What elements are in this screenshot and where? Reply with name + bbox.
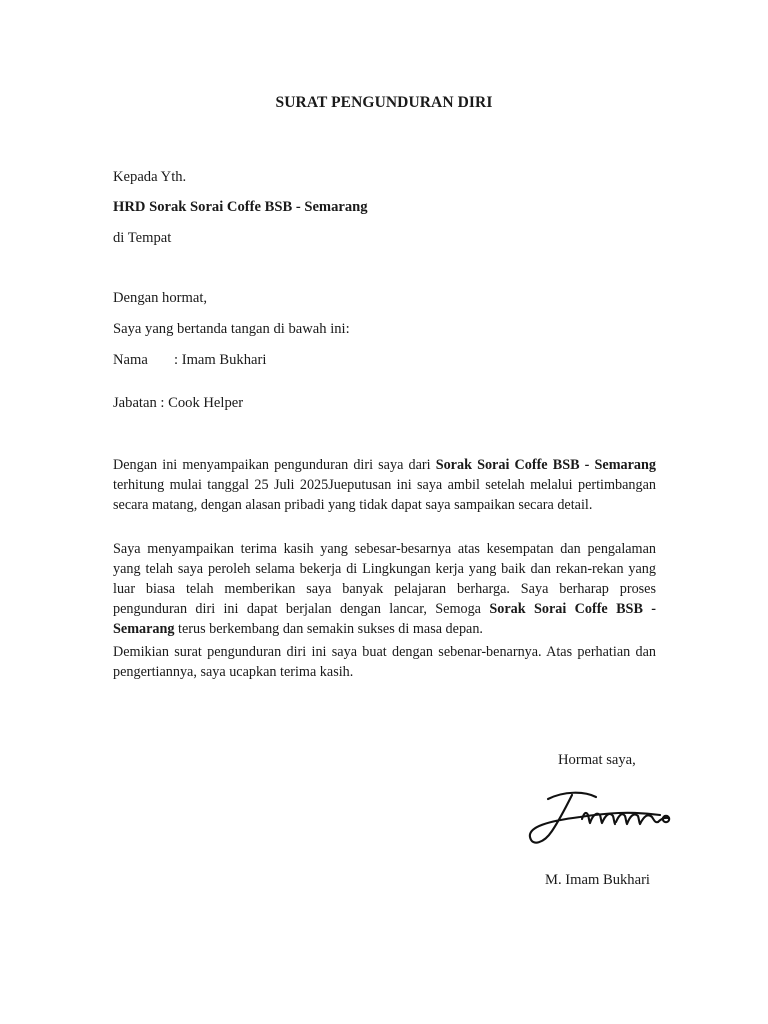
paragraph-thanks-text-2: terus berkembang dan semakin sukses di masa depan. bbox=[174, 621, 483, 637]
paragraph-thanks-company: Sorak Sorai Coffe BSB - Semarang bbox=[113, 601, 656, 637]
paragraph-closing: Demikian surat pengunduran diri ini saya buat dengan sebenar-benarnya. Atas perhatian dan pengertiannya, saya ucapkan terima kasih. bbox=[113, 644, 656, 680]
paragraph-thanks-text-1: Saya menyampaikan terima kasih yang sebesar-besarnya atas kesempatan dan pengalaman yang telah saya peroleh selama bekerja di Lingkungan kerja yang baik dan rekan-rekan yang luar biasa telah memberikan saya banyak pelajaran berharga. Saya berharap proses pengunduran diri ini dapat berjalan dengan lancar, Semoga bbox=[113, 541, 656, 617]
paragraph-resignation-text-1: Dengan ini menyampaikan pengunduran diri saya dari bbox=[113, 457, 436, 473]
paragraph-resignation-text-2: terhitung mulai tanggal 25 Juli 2025Jueputusan ini saya ambil setelah melalui pertimbangan secara matang, dengan alasan pribadi yang tidak dapat saya sampaikan secara detail. bbox=[113, 477, 656, 513]
name-value: : Imam Bukhari bbox=[174, 352, 267, 368]
name-label: Nama bbox=[113, 352, 148, 368]
recipient-place: di Tempat bbox=[113, 230, 172, 246]
letter-title: SURAT PENGUNDURAN DIRI bbox=[275, 94, 493, 111]
closing-salutation: Hormat saya, bbox=[558, 752, 636, 768]
intro-line: Saya yang bertanda tangan di bawah ini: bbox=[113, 321, 350, 337]
greeting: Dengan hormat, bbox=[113, 290, 208, 306]
handwritten-signature-icon bbox=[526, 785, 678, 851]
paragraph-resignation bbox=[113, 455, 656, 515]
recipient-company: HRD Sorak Sorai Coffe BSB - Semarang bbox=[113, 199, 368, 215]
position-line: Jabatan : Cook Helper bbox=[113, 395, 244, 411]
recipient-line-1: Kepada Yth. bbox=[113, 169, 187, 185]
signer-name: M. Imam Bukhari bbox=[545, 872, 650, 888]
paragraph-resignation-company: Sorak Sorai Coffe BSB - Semarang bbox=[435, 457, 656, 473]
paragraph-thanks bbox=[113, 539, 656, 639]
